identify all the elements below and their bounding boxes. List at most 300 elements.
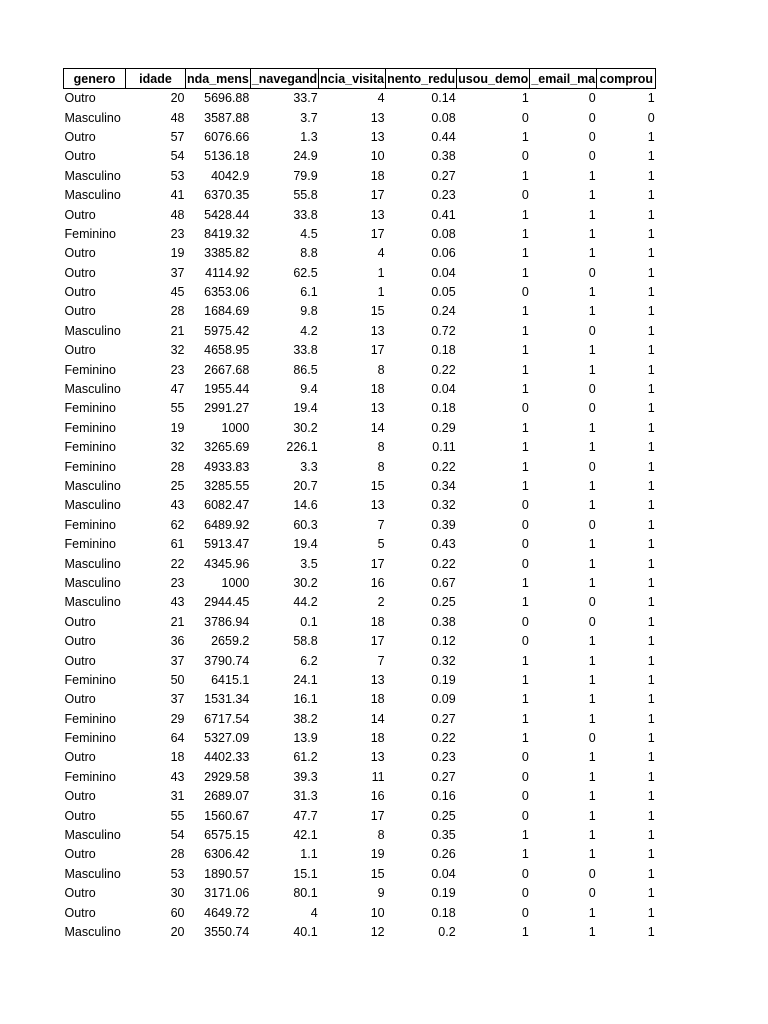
table-cell[interactable]: 0.43	[431, 537, 456, 552]
table-cell[interactable]: 1	[647, 226, 655, 241]
table-cell[interactable]: 9.4	[300, 382, 318, 397]
column-header[interactable]: nento_redu	[386, 69, 457, 89]
table-cell[interactable]: 1	[588, 498, 596, 513]
table-cell[interactable]: 18	[370, 731, 385, 746]
table-cell[interactable]: 11	[371, 769, 385, 784]
table-cell[interactable]: 19.4	[293, 401, 318, 416]
table-cell[interactable]: 1	[521, 362, 529, 377]
table-cell[interactable]: 3265.69	[204, 440, 250, 455]
table-cell[interactable]: 0.67	[431, 575, 456, 590]
table-cell[interactable]: 0	[588, 91, 596, 106]
table-cell[interactable]: 1	[377, 285, 385, 300]
table-cell[interactable]: 0.23	[431, 750, 456, 765]
table-cell[interactable]: 21	[170, 323, 185, 338]
table-cell[interactable]: 0.18	[431, 905, 456, 920]
table-cell[interactable]: 13	[370, 672, 385, 687]
table-cell[interactable]: Masculino	[64, 479, 121, 493]
table-cell[interactable]: 4114.92	[205, 265, 250, 280]
table-cell[interactable]: 43	[170, 769, 185, 784]
table-cell[interactable]: 1	[521, 440, 529, 455]
table-cell[interactable]: 0	[647, 110, 655, 125]
table-cell[interactable]: 0	[521, 905, 529, 920]
table-cell[interactable]: 13	[370, 498, 385, 513]
table-cell[interactable]: 0	[588, 401, 596, 416]
table-cell[interactable]: Outro	[64, 886, 96, 901]
table-cell[interactable]: 0.44	[431, 129, 456, 144]
table-cell[interactable]: 5327.09	[204, 731, 250, 746]
table-cell[interactable]: 3.5	[300, 556, 318, 571]
table-cell[interactable]: 0	[588, 459, 596, 474]
table-cell[interactable]: 14	[370, 711, 385, 726]
table-cell[interactable]: 1.1	[300, 847, 318, 862]
table-cell[interactable]: 0.06	[431, 246, 456, 261]
table-cell[interactable]: Masculino	[64, 323, 121, 338]
table-cell[interactable]: 0.04	[431, 382, 456, 397]
table-cell[interactable]: 1	[588, 420, 596, 435]
table-cell[interactable]: 8	[377, 828, 385, 843]
table-cell[interactable]: Outro	[64, 905, 96, 920]
table-cell[interactable]: 24.9	[293, 149, 318, 164]
table-cell[interactable]: 15	[370, 866, 385, 881]
table-cell[interactable]: 30.2	[293, 420, 318, 435]
table-cell[interactable]: Feminino	[64, 769, 116, 784]
table-cell[interactable]: 6575.15	[204, 828, 250, 843]
column-header[interactable]: idade	[126, 69, 186, 89]
table-cell[interactable]: Feminino	[64, 362, 116, 377]
table-cell[interactable]: 1.3	[300, 129, 318, 144]
table-cell[interactable]: 0	[521, 517, 529, 532]
table-cell[interactable]: 55	[170, 401, 185, 416]
table-cell[interactable]: 10	[370, 905, 385, 920]
table-cell[interactable]: 1	[521, 653, 529, 668]
table-cell[interactable]: 19	[370, 847, 385, 862]
table-cell[interactable]: 0	[588, 129, 596, 144]
table-cell[interactable]: 1	[647, 149, 655, 164]
table-cell[interactable]: 58.8	[293, 634, 318, 649]
table-cell[interactable]: 15	[370, 304, 385, 319]
table-cell[interactable]: 4649.72	[204, 905, 250, 920]
table-cell[interactable]: 0	[521, 808, 529, 823]
table-cell[interactable]: 1	[647, 769, 655, 784]
table-cell[interactable]: 0.12	[431, 634, 456, 649]
table-cell[interactable]: 6.1	[300, 285, 318, 300]
table-cell[interactable]: 37	[170, 653, 185, 668]
table-cell[interactable]: 0.22	[431, 459, 456, 474]
table-cell[interactable]: 0	[521, 750, 529, 765]
table-cell[interactable]: 0.05	[431, 285, 456, 300]
table-cell[interactable]: 6082.47	[204, 498, 250, 513]
table-cell[interactable]: Feminino	[64, 459, 116, 474]
table-cell[interactable]: 80.1	[293, 886, 318, 901]
table-cell[interactable]: 0.72	[431, 323, 456, 338]
table-cell[interactable]: 5975.42	[204, 323, 250, 338]
table-cell[interactable]: 1	[521, 924, 529, 939]
table-cell[interactable]: 22	[170, 556, 185, 571]
table-cell[interactable]: 1	[647, 886, 655, 901]
table-cell[interactable]: 1	[647, 692, 655, 707]
table-cell[interactable]: 0.35	[431, 828, 456, 843]
table-cell[interactable]: 1	[521, 479, 529, 493]
table-cell[interactable]: 64	[170, 731, 185, 746]
table-cell[interactable]: 28	[170, 847, 185, 862]
table-cell[interactable]: 15	[370, 479, 385, 493]
table-cell[interactable]: 0	[521, 634, 529, 649]
table-cell[interactable]: 55.8	[293, 188, 318, 203]
table-cell[interactable]: Masculino	[64, 498, 121, 513]
table-cell[interactable]: 1	[521, 672, 529, 687]
table-cell[interactable]: 5136.18	[204, 149, 250, 164]
table-cell[interactable]: 1	[521, 207, 529, 222]
table-cell[interactable]: 32	[170, 440, 185, 455]
table-cell[interactable]: 0.25	[431, 808, 456, 823]
table-cell[interactable]: 6717.54	[204, 711, 250, 726]
column-header[interactable]: _navegand	[250, 69, 318, 89]
table-cell[interactable]: 17	[370, 226, 385, 241]
table-cell[interactable]: 0	[521, 556, 529, 571]
table-cell[interactable]: 37	[170, 692, 185, 707]
table-cell[interactable]: 4.2	[300, 323, 318, 338]
table-cell[interactable]: 23	[170, 575, 185, 590]
table-cell[interactable]: Outro	[64, 634, 96, 649]
table-cell[interactable]: Outro	[64, 91, 96, 106]
table-cell[interactable]: 0.04	[431, 866, 456, 881]
column-header[interactable]: comprou	[597, 69, 656, 89]
table-cell[interactable]: 16.1	[293, 692, 318, 707]
table-cell[interactable]: 0.26	[431, 847, 456, 862]
table-cell[interactable]: 0.08	[431, 226, 456, 241]
table-cell[interactable]: 13.9	[293, 731, 318, 746]
table-cell[interactable]: Feminino	[64, 731, 116, 746]
table-cell[interactable]: 18	[170, 750, 185, 765]
table-cell[interactable]: 9.8	[300, 304, 318, 319]
table-cell[interactable]: 1	[521, 168, 529, 183]
table-cell[interactable]: 1	[647, 323, 655, 338]
table-cell[interactable]: Masculino	[64, 556, 121, 571]
table-cell[interactable]: 4402.33	[204, 750, 250, 765]
table-cell[interactable]: 1	[588, 479, 596, 493]
table-cell[interactable]: 1	[647, 556, 655, 571]
table-cell[interactable]: 53	[170, 168, 185, 183]
table-cell[interactable]: 0	[588, 149, 596, 164]
table-cell[interactable]: 0	[588, 323, 596, 338]
table-cell[interactable]: 37	[170, 265, 185, 280]
table-cell[interactable]: 0.41	[431, 207, 456, 222]
table-cell[interactable]: 4	[310, 905, 318, 920]
table-cell[interactable]: 3385.82	[204, 246, 250, 261]
table-cell[interactable]: 0.24	[431, 304, 456, 319]
table-cell[interactable]: 0	[588, 595, 596, 610]
table-cell[interactable]: 24.1	[293, 672, 318, 687]
table-cell[interactable]: 1	[588, 537, 596, 552]
table-cell[interactable]: 2667.68	[204, 362, 250, 377]
table-cell[interactable]: Masculino	[64, 110, 121, 125]
table-cell[interactable]: 1	[647, 207, 655, 222]
table-cell[interactable]: 0	[521, 866, 529, 881]
table-cell[interactable]: 3.3	[300, 459, 318, 474]
table-cell[interactable]: 1	[647, 789, 655, 804]
table-cell[interactable]: 18	[370, 382, 385, 397]
table-cell[interactable]: 0	[588, 110, 596, 125]
table-cell[interactable]: 9	[377, 886, 385, 901]
table-cell[interactable]: 0.18	[431, 401, 456, 416]
table-cell[interactable]: 61	[170, 537, 185, 552]
table-cell[interactable]: 0	[521, 498, 529, 513]
table-cell[interactable]: 16	[370, 789, 385, 804]
table-cell[interactable]: 2689.07	[204, 789, 250, 804]
table-cell[interactable]: 1	[647, 672, 655, 687]
table-cell[interactable]: 38.2	[293, 711, 318, 726]
table-cell[interactable]: 5913.47	[204, 537, 250, 552]
table-cell[interactable]: 1	[647, 362, 655, 377]
table-cell[interactable]: 19	[170, 420, 185, 435]
table-cell[interactable]: Feminino	[64, 672, 116, 687]
table-cell[interactable]: 1	[521, 420, 529, 435]
table-cell[interactable]: 1	[588, 188, 596, 203]
table-cell[interactable]: 62.5	[293, 265, 318, 280]
table-cell[interactable]: 20	[170, 924, 185, 939]
table-cell[interactable]: 1	[647, 304, 655, 319]
table-cell[interactable]: 0.27	[431, 769, 456, 784]
table-cell[interactable]: 23	[170, 362, 185, 377]
table-cell[interactable]: 0.18	[431, 343, 456, 358]
table-cell[interactable]: 39.3	[293, 769, 318, 784]
table-cell[interactable]: 8.8	[300, 246, 318, 261]
table-cell[interactable]: 0.11	[432, 440, 456, 455]
table-cell[interactable]: 7	[377, 517, 385, 532]
table-cell[interactable]: 50	[170, 672, 185, 687]
table-cell[interactable]: Masculino	[64, 924, 121, 939]
table-cell[interactable]: 10	[370, 149, 385, 164]
table-cell[interactable]: 1	[588, 750, 596, 765]
table-cell[interactable]: 1	[521, 692, 529, 707]
table-cell[interactable]: 1	[588, 575, 596, 590]
table-cell[interactable]: 44.2	[293, 595, 318, 610]
table-cell[interactable]: 1000	[221, 420, 250, 435]
table-cell[interactable]: 0	[588, 731, 596, 746]
table-cell[interactable]: 1	[647, 517, 655, 532]
table-cell[interactable]: 1	[521, 246, 529, 261]
table-cell[interactable]: 6306.42	[204, 847, 250, 862]
table-cell[interactable]: Feminino	[64, 440, 116, 455]
table-cell[interactable]: 1	[647, 828, 655, 843]
table-cell[interactable]: 17	[370, 556, 385, 571]
table-cell[interactable]: Outro	[64, 343, 96, 358]
table-cell[interactable]: 0.2	[438, 924, 456, 939]
table-cell[interactable]: 1	[647, 343, 655, 358]
table-cell[interactable]: 5428.44	[204, 207, 250, 222]
table-cell[interactable]: 1	[647, 129, 655, 144]
table-cell[interactable]: Outro	[64, 750, 96, 765]
table-cell[interactable]: Outro	[64, 207, 96, 222]
table-cell[interactable]: Masculino	[64, 866, 121, 881]
table-cell[interactable]: Masculino	[64, 382, 121, 397]
table-cell[interactable]: 1	[588, 226, 596, 241]
table-cell[interactable]: 0.27	[431, 711, 456, 726]
table-cell[interactable]: Outro	[64, 129, 96, 144]
column-header[interactable]: _email_ma	[530, 69, 597, 89]
table-cell[interactable]: 1	[588, 711, 596, 726]
table-cell[interactable]: Outro	[64, 789, 96, 804]
table-cell[interactable]: 13	[370, 110, 385, 125]
table-cell[interactable]: 47.7	[293, 808, 318, 823]
table-cell[interactable]: 1	[647, 479, 655, 493]
column-header[interactable]: genero	[64, 69, 126, 89]
table-cell[interactable]: 86.5	[293, 362, 318, 377]
table-cell[interactable]: 2929.58	[204, 769, 250, 784]
table-cell[interactable]: 41	[170, 188, 185, 203]
table-cell[interactable]: 0.16	[431, 789, 456, 804]
table-cell[interactable]: 1	[588, 692, 596, 707]
table-cell[interactable]: 0.04	[431, 265, 456, 280]
table-cell[interactable]: 1	[647, 575, 655, 590]
table-cell[interactable]: 0.22	[431, 731, 456, 746]
table-cell[interactable]: 3790.74	[204, 653, 250, 668]
table-cell[interactable]: Outro	[64, 808, 96, 823]
table-cell[interactable]: 2	[377, 595, 385, 610]
table-cell[interactable]: 4345.96	[204, 556, 250, 571]
table-cell[interactable]: 226.1	[286, 440, 318, 455]
table-cell[interactable]: 1	[588, 808, 596, 823]
table-cell[interactable]: 0	[588, 517, 596, 532]
table-cell[interactable]: 36	[170, 634, 185, 649]
table-cell[interactable]: Outro	[64, 265, 96, 280]
table-cell[interactable]: 0	[521, 789, 529, 804]
table-cell[interactable]: 62	[170, 517, 185, 532]
table-cell[interactable]: Feminino	[64, 711, 116, 726]
table-cell[interactable]: 1	[521, 323, 529, 338]
table-cell[interactable]: 13	[370, 750, 385, 765]
table-cell[interactable]: 0	[588, 265, 596, 280]
table-cell[interactable]: 0	[521, 769, 529, 784]
table-cell[interactable]: 18	[370, 168, 385, 183]
table-cell[interactable]: 8419.32	[204, 226, 250, 241]
table-cell[interactable]: 1	[521, 595, 529, 610]
table-cell[interactable]: Feminino	[64, 517, 116, 532]
table-cell[interactable]: 7	[377, 653, 385, 668]
table-cell[interactable]: 4.5	[300, 226, 318, 241]
table-cell[interactable]: 0	[521, 401, 529, 416]
table-cell[interactable]: 1	[521, 343, 529, 358]
table-cell[interactable]: Masculino	[64, 828, 121, 843]
table-cell[interactable]: Feminino	[64, 537, 116, 552]
table-cell[interactable]: 4658.95	[204, 343, 250, 358]
table-cell[interactable]: 1	[521, 731, 529, 746]
table-cell[interactable]: 13	[370, 323, 385, 338]
table-cell[interactable]: 4933.83	[204, 459, 250, 474]
table-cell[interactable]: 1	[588, 634, 596, 649]
table-cell[interactable]: 1	[588, 672, 596, 687]
table-cell[interactable]: 0	[588, 614, 596, 629]
table-cell[interactable]: 0.25	[431, 595, 456, 610]
table-cell[interactable]: 48	[170, 207, 185, 222]
table-cell[interactable]: 1	[647, 382, 655, 397]
table-cell[interactable]: 1	[521, 711, 529, 726]
column-header[interactable]: usou_demo	[457, 69, 530, 89]
table-cell[interactable]: 5	[377, 537, 385, 552]
table-cell[interactable]: 4	[377, 91, 385, 106]
table-cell[interactable]: 1	[588, 556, 596, 571]
table-cell[interactable]: 3587.88	[204, 110, 250, 125]
table-cell[interactable]: 1	[588, 905, 596, 920]
table-cell[interactable]: 0	[521, 537, 529, 552]
table-cell[interactable]: 1	[647, 614, 655, 629]
table-cell[interactable]: 1	[647, 440, 655, 455]
table-cell[interactable]: 1	[647, 246, 655, 261]
table-cell[interactable]: 0	[521, 188, 529, 203]
table-cell[interactable]: 8	[377, 440, 385, 455]
table-cell[interactable]: 28	[170, 304, 185, 319]
table-cell[interactable]: 6489.92	[204, 517, 250, 532]
table-cell[interactable]: 31	[170, 789, 185, 804]
table-cell[interactable]: Masculino	[64, 168, 121, 183]
table-cell[interactable]: 1	[588, 924, 596, 939]
table-cell[interactable]: Outro	[64, 149, 96, 164]
table-cell[interactable]: 21	[170, 614, 185, 629]
table-cell[interactable]: 0.14	[431, 91, 456, 106]
table-cell[interactable]: 47	[170, 382, 185, 397]
table-cell[interactable]: 0	[588, 382, 596, 397]
table-cell[interactable]: 20.7	[293, 479, 318, 493]
table-cell[interactable]: 0.29	[431, 420, 456, 435]
table-cell[interactable]: 12	[370, 924, 385, 939]
table-cell[interactable]: 17	[370, 343, 385, 358]
table-cell[interactable]: 1	[647, 866, 655, 881]
table-cell[interactable]: 15.1	[293, 866, 318, 881]
table-cell[interactable]: 13	[370, 207, 385, 222]
table-cell[interactable]: 1	[647, 595, 655, 610]
table-cell[interactable]: 1000	[221, 575, 250, 590]
table-cell[interactable]: 0	[521, 285, 529, 300]
table-cell[interactable]: 0	[588, 866, 596, 881]
table-cell[interactable]: Masculino	[64, 575, 121, 590]
table-cell[interactable]: 0.32	[431, 653, 456, 668]
table-cell[interactable]: 0.38	[431, 149, 456, 164]
table-cell[interactable]: 1	[588, 789, 596, 804]
table-cell[interactable]: 29	[170, 711, 185, 726]
table-cell[interactable]: 1	[588, 769, 596, 784]
table-cell[interactable]: 6370.35	[204, 188, 250, 203]
table-cell[interactable]: 1	[647, 847, 655, 862]
table-cell[interactable]: 1	[521, 265, 529, 280]
table-cell[interactable]: 0.09	[431, 692, 456, 707]
table-cell[interactable]: Outro	[64, 614, 96, 629]
table-cell[interactable]: 1	[521, 828, 529, 843]
table-cell[interactable]: Outro	[64, 692, 96, 707]
table-cell[interactable]: 30.2	[293, 575, 318, 590]
table-cell[interactable]: 8	[377, 362, 385, 377]
table-cell[interactable]: 1	[647, 808, 655, 823]
table-cell[interactable]: 0.38	[431, 614, 456, 629]
table-cell[interactable]: 16	[370, 575, 385, 590]
table-cell[interactable]: 0	[521, 149, 529, 164]
table-cell[interactable]: 3171.06	[204, 886, 250, 901]
table-cell[interactable]: 0.22	[431, 362, 456, 377]
table-cell[interactable]: Outro	[64, 285, 96, 300]
table-cell[interactable]: 1	[521, 847, 529, 862]
table-cell[interactable]: 18	[370, 614, 385, 629]
table-cell[interactable]: 2944.45	[204, 595, 250, 610]
table-cell[interactable]: 1	[647, 653, 655, 668]
table-cell[interactable]: 1	[647, 905, 655, 920]
table-cell[interactable]: Outro	[64, 246, 96, 261]
table-cell[interactable]: 0.1	[300, 614, 318, 629]
table-cell[interactable]: 1	[647, 401, 655, 416]
table-cell[interactable]: 1	[647, 285, 655, 300]
table-cell[interactable]: 1	[521, 575, 529, 590]
table-cell[interactable]: 1531.34	[204, 692, 250, 707]
table-cell[interactable]: 0	[521, 886, 529, 901]
table-cell[interactable]: 40.1	[293, 924, 318, 939]
